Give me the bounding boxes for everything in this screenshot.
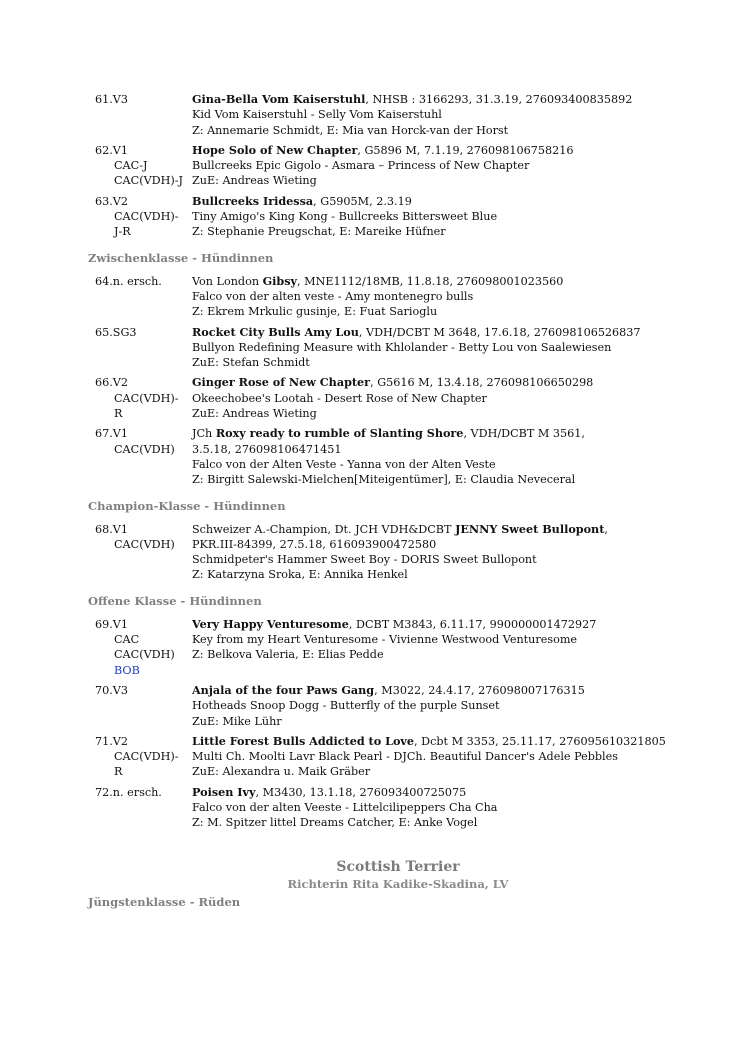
dog-parents: Falco von der Alten Veste - Yanna von der Alten Veste [192, 457, 496, 471]
dog-parents: Multi Ch. Moolti Lavr Black Pearl - DJCh. Beautiful Dancer's Adele Pebbles [192, 750, 618, 764]
award: V3 [112, 93, 128, 106]
dog-parents: Falco von der alten veste - Amy montenegro bulls [192, 289, 474, 303]
entry-70 [95, 683, 708, 729]
dog-parents: Hotheads Snoop Dogg - Butterfly of the purple Sunset [192, 699, 500, 713]
entry-62 [95, 143, 708, 189]
dog-prefix: Schweizer A.-Champion, Dt. JCH VDH&DCBT [192, 522, 456, 536]
dog-parents: Key from my Heart Venturesome - Vivienne Westwood Venturesome [192, 633, 578, 647]
entry-result [95, 734, 191, 780]
award: CAC [114, 633, 140, 647]
entry-body [192, 92, 708, 138]
entry-result [95, 375, 191, 421]
dog-parents: Bullyon Redefining Measure with Khlolander - Betty Lou von Saalewiesen [192, 340, 612, 354]
entry-72 [95, 785, 708, 831]
class-heading: Jüngstenklasse - Rüden [88, 894, 241, 909]
entry-result [95, 617, 191, 678]
section-zwischenklasse [88, 251, 708, 488]
dog-name: Bullcreeks Iridessa [192, 193, 314, 208]
dog-name: Gina-Bella Vom Kaiserstuhl [192, 92, 366, 106]
section-offene-klasse [88, 594, 708, 831]
entry-result [95, 426, 191, 457]
entry-67 [95, 426, 708, 487]
award: n. ersch. [112, 785, 162, 799]
award: R [114, 407, 123, 421]
catalog-content [88, 92, 708, 918]
entry-63 [95, 194, 708, 240]
dog-parents: Kid Vom Kaiserstuhl - Selly Vom Kaiserstuhl [192, 108, 442, 122]
entry-result [95, 92, 191, 107]
dog-name: Anjala of the four Paws Gang [192, 682, 375, 697]
award: CAC(VDH)- [114, 391, 179, 405]
entry-result [95, 194, 191, 240]
dog-details: , VDH/DCBT M 3561, 3.5.18, 276098106471451 [192, 427, 585, 456]
entry-number: 63. [95, 194, 113, 208]
entry-body [192, 325, 708, 371]
section-champion-klasse [88, 499, 708, 583]
entry-number: 62. [95, 143, 113, 157]
award: J-R [114, 225, 131, 239]
dog-owner: Z: Belkova Valeria, E: Elias Pedde [192, 648, 384, 662]
award: SG3 [112, 325, 137, 339]
award: n. ersch. [112, 274, 162, 288]
entry-number: 65. [95, 325, 113, 339]
award: CAC(VDH) [114, 537, 175, 551]
entry-number: 69. [95, 617, 113, 631]
entry-body [192, 522, 708, 583]
dog-prefix: Von London [192, 274, 263, 288]
entry-number: 72. [95, 785, 113, 799]
dog-details: , G5616 M, 13.4.18, 276098106650298 [370, 376, 594, 390]
dog-name: Ginger Rose of New Chapter [192, 375, 371, 390]
entry-body [192, 683, 708, 729]
entry-body [192, 274, 708, 320]
dog-details: , VDH/DCBT M 3648, 17.6.18, 276098106526837 [358, 325, 641, 339]
award: V1 [112, 427, 128, 441]
entry-number: 68. [95, 522, 113, 536]
entry-body [192, 617, 708, 678]
dog-details: , PKR.III-84399, 27.5.18, 616093900472580 [192, 522, 608, 551]
dog-owner: Z: Annemarie Schmidt, E: Mia van Horck-van der Horst [192, 123, 509, 137]
entry-result [95, 683, 191, 698]
award: CAC(VDH) [114, 648, 175, 662]
award: V2 [112, 734, 128, 748]
dog-owner: Z: Stephanie Preugschat, E: Mareike Hüfner [192, 225, 446, 239]
entry-result [95, 274, 191, 289]
dog-parents: Tiny Amigo's King Kong - Bullcreeks Bittersweet Blue [192, 210, 498, 224]
dog-name: JENNY Sweet Bullopont [455, 521, 605, 536]
entry-69 [95, 617, 708, 678]
dog-name: Poisen Ivy [192, 784, 256, 799]
award: CAC-J [114, 159, 148, 173]
entry-71 [95, 734, 708, 780]
dog-owner: ZuE: Andreas Wieting [192, 174, 317, 188]
dog-name: Hope Solo of New Chapter [192, 142, 358, 157]
award: V2 [112, 194, 128, 208]
breed-judge: Richterin Rita Kadike-Skadina, LV [287, 876, 509, 891]
entry-result [95, 522, 191, 553]
award: V1 [112, 143, 128, 157]
dog-name: Very Happy Venturesome [192, 616, 349, 631]
dog-name: Rocket City Bulls Amy Lou [192, 324, 359, 339]
entry-number: 61. [95, 93, 113, 106]
entry-body [192, 143, 708, 189]
dog-name: Roxy ready to rumble of Slanting Shore [215, 426, 464, 441]
dog-owner: ZuE: Mike Lühr [192, 714, 282, 728]
entry-body [192, 426, 708, 487]
award: V1 [112, 522, 128, 536]
dog-parents: Schmidpeter's Hammer Sweet Boy - DORIS Sweet Bullopont [192, 553, 537, 567]
dog-details: , M3430, 13.1.18, 276093400725075 [255, 785, 467, 799]
award: V2 [112, 376, 128, 390]
dog-owner: Z: Katarzyna Sroka, E: Annika Henkel [192, 568, 408, 582]
entry-result [95, 143, 191, 189]
dog-owner: Z: Ekrem Mrkulic gusinje, E: Fuat Sarioglu [192, 305, 438, 319]
award: R [114, 765, 123, 779]
entry-61 [95, 92, 708, 138]
award: CAC(VDH) [114, 442, 175, 456]
dog-prefix: JCh [192, 427, 216, 441]
entry-66 [95, 375, 708, 421]
dog-owner: ZuE: Stefan Schmidt [192, 356, 310, 370]
dog-owner: ZuE: Alexandra u. Maik Gräber [192, 765, 371, 779]
entry-68 [95, 522, 708, 583]
award: V3 [112, 683, 128, 697]
award: CAC(VDH)- [114, 750, 179, 764]
class-heading: Offene Klasse - Hündinnen [88, 593, 262, 608]
entry-result [95, 325, 191, 340]
dog-name: Little Forest Bulls Addicted to Love [192, 733, 415, 748]
award: CAC(VDH)- [114, 210, 179, 224]
entry-65 [95, 325, 708, 371]
dog-parents: Okeechobee's Lootah - Desert Rose of New Chapter [192, 391, 487, 405]
dog-details: , NHSB : 3166293, 31.3.19, 276093400835892 [365, 93, 633, 106]
dog-details: , G5896 M, 7.1.19, 276098106758216 [357, 143, 574, 157]
bob-award: BOB [114, 663, 140, 677]
dog-details: , G5905M, 2.3.19 [313, 194, 412, 208]
entry-body [192, 194, 708, 240]
dog-details: , MNE1112/18MB, 11.8.18, 276098001023560 [297, 274, 564, 288]
entry-number: 64. [95, 274, 113, 288]
entry-body [192, 734, 708, 780]
breed-header [88, 859, 708, 891]
dog-parents: Bullcreeks Epic Gigolo - Asmara – Princess of New Chapter [192, 159, 530, 173]
dog-owner: ZuE: Andreas Wieting [192, 407, 317, 421]
breed-title: Scottish Terrier [336, 858, 460, 875]
entry-result [95, 785, 191, 800]
dog-owner: Z: M. Spitzer littel Dreams Catcher, E: Anke Vogel [192, 816, 478, 830]
award: CAC(VDH)-J [114, 174, 183, 188]
class-heading: Zwischenklasse - Hündinnen [88, 250, 274, 265]
entry-number: 67. [95, 427, 113, 441]
dog-details: , DCBT M3843, 6.11.17, 990000001472927 [348, 617, 597, 631]
entry-body [192, 785, 708, 831]
dog-owner: Z: Birgitt Salewski-Mielchen[Miteigentümer], E: Claudia Neveceral [192, 473, 576, 487]
entry-number: 70. [95, 683, 113, 697]
dog-details: , Dcbt M 3353, 25.11.17, 276095610321805 [414, 734, 666, 748]
dog-parents: Falco von der alten Veeste - Littelcilipeppers Cha Cha [192, 800, 498, 814]
award: V1 [112, 617, 128, 631]
dog-details: , M3022, 24.4.17, 276098007176315 [374, 683, 585, 697]
entry-number: 71. [95, 734, 113, 748]
entry-body [192, 375, 708, 421]
entry-64 [95, 274, 708, 320]
entry-number: 66. [95, 376, 113, 390]
section-continuation [88, 92, 708, 240]
class-heading: Champion-Klasse - Hündinnen [88, 498, 286, 513]
dog-name: Gibsy [262, 273, 298, 288]
